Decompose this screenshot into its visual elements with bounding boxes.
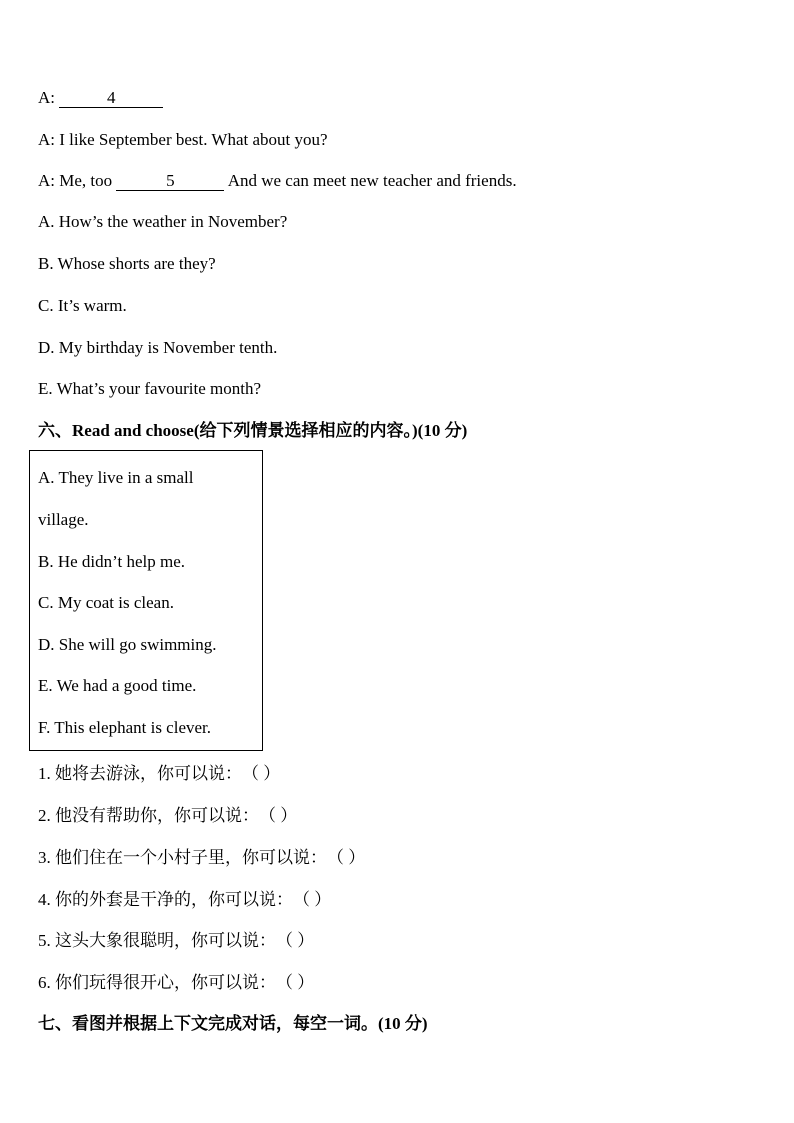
question-4 xyxy=(38,890,331,910)
dialogue-suffix: And we can meet new teacher and friends. xyxy=(224,171,517,190)
dialogue-prefix: A: Me, too xyxy=(38,171,117,190)
dialogue-line-1 xyxy=(38,88,163,108)
answer-blank-5[interactable]: 5 xyxy=(116,172,224,191)
question-text: 1. 她将去游泳，你可以说： xyxy=(38,764,242,783)
box-option-f: F. This elephant is clever. xyxy=(38,718,212,737)
dialogue-option-a: A. How’s the weather in November? xyxy=(38,212,288,231)
question-5 xyxy=(38,931,314,951)
section-7-heading: 七、看图并根据上下文完成对话，每空一词。(10 分) xyxy=(38,1014,428,1033)
question-text: 5. 这头大象很聪明，你可以说： xyxy=(38,931,276,950)
section-6-number: 六、 xyxy=(38,421,72,440)
answer-blank-4[interactable]: 4 xyxy=(59,89,163,108)
dialogue-line-3 xyxy=(38,171,517,191)
answer-parentheses[interactable]: （ ） xyxy=(242,764,281,783)
box-option-a-continued: village. xyxy=(38,510,89,529)
box-option-b: B. He didn’t help me. xyxy=(38,552,185,571)
box-option-a: A. They live in a small xyxy=(38,468,194,487)
section-6-title-cn: (给下列情景选择相应的内容。)(10 分) xyxy=(193,421,468,440)
answer-parentheses[interactable]: （ ） xyxy=(276,973,315,992)
dialogue-option-c: C. It’s warm. xyxy=(38,296,127,315)
box-option-e: E. We had a good time. xyxy=(38,676,197,695)
question-2 xyxy=(38,806,297,826)
answer-parentheses[interactable]: （ ） xyxy=(276,931,315,950)
box-option-d: D. She will go swimming. xyxy=(38,635,217,654)
section-6-heading xyxy=(38,421,467,441)
dialogue-option-e: E. What’s your favourite month? xyxy=(38,379,261,398)
dialogue-option-b: B. Whose shorts are they? xyxy=(38,254,216,273)
dialogue-option-d: D. My birthday is November tenth. xyxy=(38,338,278,357)
dialogue-text: A: I like September best. What about you? xyxy=(38,130,328,149)
answer-parentheses[interactable]: （ ） xyxy=(259,806,298,825)
dialogue-prefix: A: xyxy=(38,88,60,107)
question-text: 6. 你们玩得很开心，你可以说： xyxy=(38,973,276,992)
question-text: 2. 他没有帮助你，你可以说： xyxy=(38,806,259,825)
answer-parentheses[interactable]: （ ） xyxy=(293,890,332,909)
question-text: 4. 你的外套是干净的，你可以说： xyxy=(38,890,293,909)
dialogue-line-2 xyxy=(38,130,328,150)
question-text: 3. 他们住在一个小村子里，你可以说： xyxy=(38,848,327,867)
question-1 xyxy=(38,764,280,784)
question-3 xyxy=(38,848,365,868)
answer-parentheses[interactable]: （ ） xyxy=(327,848,366,867)
options-box xyxy=(29,450,263,751)
question-6 xyxy=(38,973,314,993)
section-6-title-en: Read and choose xyxy=(72,421,194,440)
box-option-c: C. My coat is clean. xyxy=(38,593,174,612)
